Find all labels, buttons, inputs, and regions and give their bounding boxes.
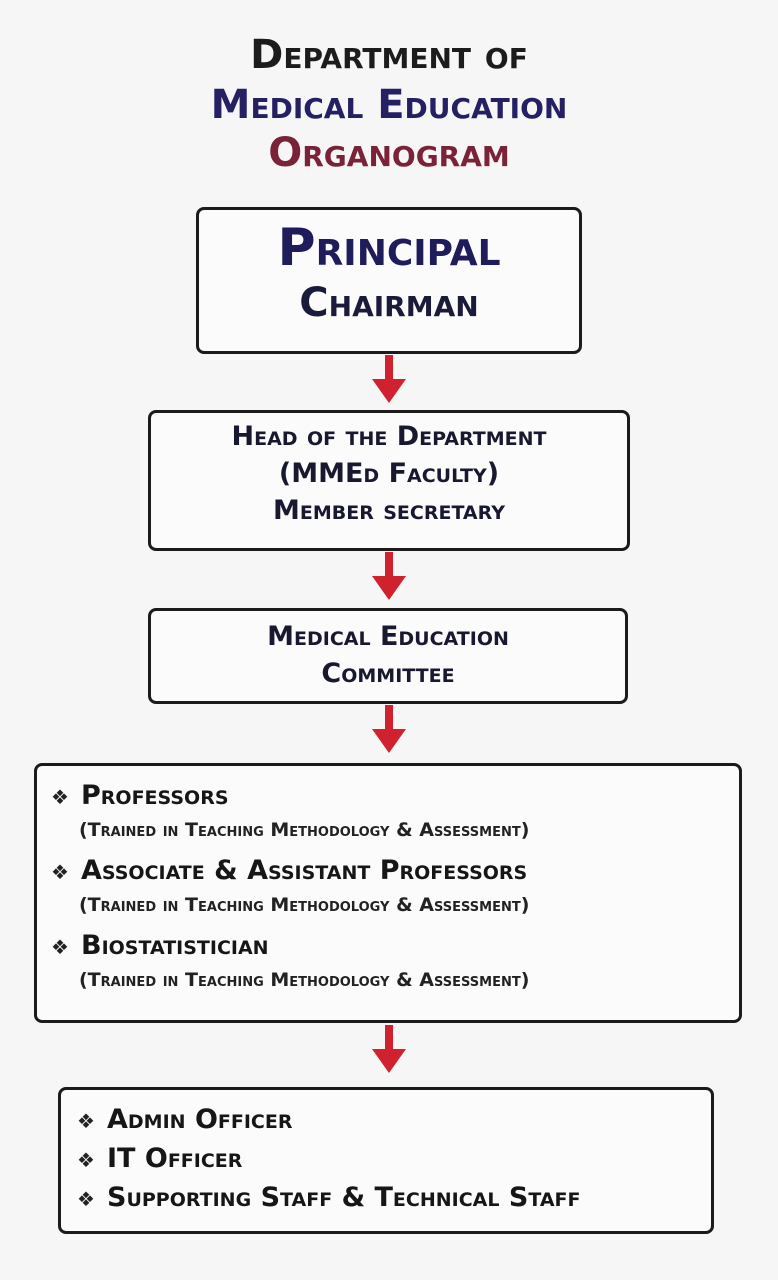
faculty-item-label: Biostatistician xyxy=(81,930,269,961)
diamond-bullet-icon: ❖ xyxy=(51,860,69,884)
committee-box xyxy=(148,608,628,704)
committee-line-2: Committee xyxy=(321,658,455,689)
principal-role: Chairman xyxy=(299,280,479,326)
diamond-bullet-icon: ❖ xyxy=(77,1148,95,1172)
title-line-1: Department of xyxy=(250,32,528,78)
staff-item-label: Admin Officer xyxy=(107,1104,293,1135)
faculty-item xyxy=(51,780,739,841)
head-of-department-box xyxy=(148,410,630,551)
down-arrow-icon xyxy=(370,705,408,755)
down-arrow-icon xyxy=(370,355,408,405)
down-arrow-icon xyxy=(370,552,408,602)
staff-item xyxy=(77,1182,711,1213)
head-role: Member secretary xyxy=(272,495,505,526)
faculty-item-label: Associate & Assistant Professors xyxy=(81,855,528,886)
title-line-3: Organogram xyxy=(268,130,510,176)
down-arrow-icon xyxy=(370,1025,408,1075)
title-line-2: Medical Education xyxy=(210,82,568,128)
faculty-item xyxy=(51,930,739,991)
principal-title: Principal xyxy=(277,218,501,278)
faculty-item-note: (Trained in Teaching Methodology & Assessment) xyxy=(79,894,530,916)
staff-item-label: Supporting Staff & Technical Staff xyxy=(107,1182,581,1213)
staff-item xyxy=(77,1143,711,1174)
staff-box xyxy=(58,1087,714,1234)
diamond-bullet-icon: ❖ xyxy=(77,1109,95,1133)
diamond-bullet-icon: ❖ xyxy=(51,935,69,959)
head-faculty: (MMEd Faculty) xyxy=(278,458,500,489)
faculty-item-note: (Trained in Teaching Methodology & Assessment) xyxy=(79,969,530,991)
principal-box xyxy=(196,207,582,354)
faculty-box xyxy=(34,763,742,1023)
staff-item xyxy=(77,1104,711,1135)
faculty-item xyxy=(51,855,739,916)
head-title: Head of the Department xyxy=(231,421,547,452)
faculty-item-label: Professors xyxy=(81,780,229,811)
committee-line-1: Medical Education xyxy=(267,621,509,652)
faculty-item-note: (Trained in Teaching Methodology & Assessment) xyxy=(79,819,530,841)
diamond-bullet-icon: ❖ xyxy=(51,785,69,809)
diamond-bullet-icon: ❖ xyxy=(77,1187,95,1211)
staff-item-label: IT Officer xyxy=(107,1143,243,1174)
